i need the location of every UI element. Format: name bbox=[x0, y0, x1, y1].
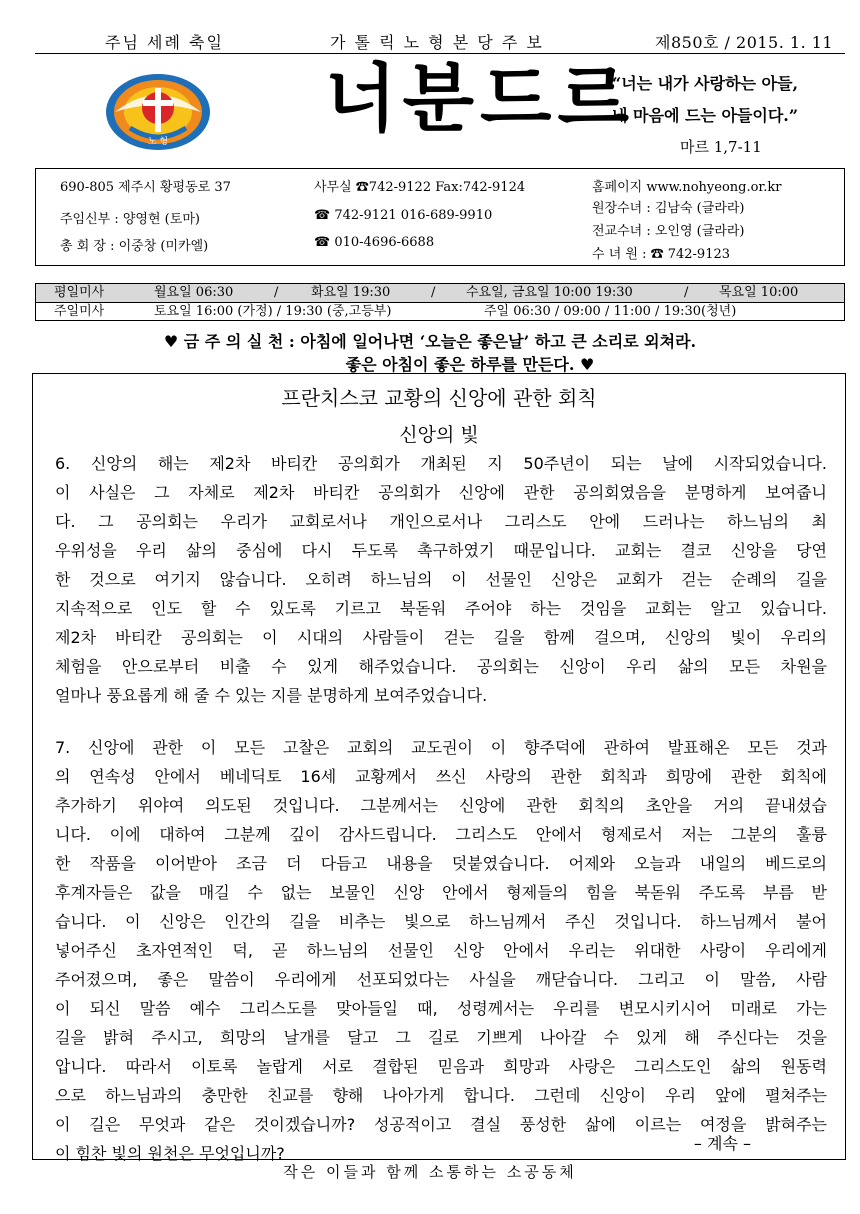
sunday-mass-row bbox=[36, 302, 844, 321]
office-phone: 사무실 ☎742-9122 Fax:742-9124 bbox=[314, 180, 526, 195]
quote-line-1: “너는 내가 사랑하는 아들, bbox=[612, 74, 799, 93]
footer-slogan: 작은 이들과 함께 소통하는 소공동체 bbox=[283, 1163, 577, 1181]
bulletin-name: 가 톨 릭 노 형 본 당 주 보 bbox=[330, 33, 544, 52]
article-line: 니다. 이에 대하여 그분께 깊이 감사드립니다. 그리스도 안에서 형제로서 저는 그분의 훌륭 bbox=[55, 825, 827, 844]
article-line: 으로 하느님과의 충만한 친교를 향해 나아가게 합니다. 그런데 신앙이 우리 앞에 펼쳐주는 bbox=[55, 1086, 827, 1105]
weekday-label: 평일미사 bbox=[54, 285, 105, 300]
article-line: 지속적으로 인도 할 수 있도록 기르고 북돋워 주어야 하는 것임을 교회는 알고 있습니다. bbox=[55, 599, 827, 618]
weekday-tuesday: 화요일 19:30 bbox=[311, 285, 391, 300]
issue-number-date: 제850호 / 2015. 1. 11 bbox=[655, 33, 834, 52]
feast-name: 주님 세례 축일 bbox=[105, 33, 224, 52]
mass-schedule bbox=[35, 283, 845, 321]
article-line: 주어졌으며, 좋은 말씀이 우리에게 선포되었다는 사실을 깨닫습니다. 그리고 이 말씀, 사람 bbox=[55, 970, 827, 989]
paragraph-6 bbox=[55, 449, 827, 710]
gospel-quote bbox=[612, 68, 798, 132]
council-phone: ☎ 010-4696-6688 bbox=[314, 235, 435, 250]
address: 690-805 제주시 황평동로 37 bbox=[60, 180, 231, 195]
article-line: 길을 밝혀 주시고, 희망의 날개를 달고 그 길로 기쁘게 나아갈 수 있게 해 주신다는 것을 bbox=[55, 1028, 827, 1047]
article-line: 넣어주신 초자연적인 덕, 곧 하느님의 선물인 신앙 안에서 우리는 위대한 사랑이 우리에게 bbox=[55, 941, 827, 960]
weekly-practice-line-1: ♥ 금 주 의 실 천 : 아침에 일어나면 ‘오늘은 좋은날’ 하고 큰 소리로 외쳐라. bbox=[163, 332, 697, 351]
parish-info-box bbox=[35, 168, 845, 266]
weekly-practice-line-2: 좋은 아침이 좋은 하루를 만든다. ♥ bbox=[345, 355, 595, 374]
logo-text: 노 형 bbox=[147, 137, 169, 147]
article-line: 한 것으로 여기지 않습니다. 오히려 하느님의 이 선물인 신앙은 교회가 걷는 순례의 길을 bbox=[55, 570, 827, 589]
sunday-times: 주일 06:30 / 09:00 / 11:00 / 19:30(청년) bbox=[484, 304, 737, 319]
council-president: 총 회 장 : 이중창 (미카엘) bbox=[60, 239, 209, 254]
continued-mark: – 계속 – bbox=[693, 1134, 751, 1153]
article-line: 후계자들은 값을 매길 수 없는 보물인 신앙 안에서 형제들의 힘을 북돋워 주도록 부름 받 bbox=[55, 883, 827, 902]
article-line: 이 힘찬 빛의 원천은 무엇입니까? bbox=[55, 1144, 285, 1163]
article-line: 얼마나 풍요롭게 해 줄 수 있는 지를 분명하게 보여주었습니다. bbox=[55, 686, 488, 705]
weekday-monday: 월요일 06:30 bbox=[154, 285, 234, 300]
quote-reference: 마르 1,7-11 bbox=[680, 138, 762, 156]
article-line: 습니다. 이 신앙은 인간의 길을 비추는 빛으로 하느님께서 주신 것입니다. 하느님께서 불어 bbox=[55, 912, 827, 931]
article-line: 7. 신앙에 관한 이 모든 고찰은 교회의 교도권이 이 향주덕에 관하여 발표해온 모든 것과 bbox=[55, 738, 827, 757]
article-line: 제2차 바티칸 공의회는 이 시대의 사람들이 걷는 길을 함께 걸으며, 신앙의 빛이 우리의 bbox=[55, 628, 827, 647]
superior-nun: 원장수녀 : 김남숙 (글라라) bbox=[592, 201, 745, 216]
article-line: 이 사실은 그 자체로 제2차 바티칸 공의회가 신앙에 관한 공의회였음을 분명하게 보여줍니 bbox=[55, 483, 827, 502]
article-box bbox=[32, 373, 846, 1163]
masthead-title: 너분드르 bbox=[325, 56, 635, 142]
mission-nun: 전교수녀 : 오인영 (글라라) bbox=[592, 224, 745, 239]
saturday-times: 토요일 16:00 (가정) / 19:30 (중,고등부) bbox=[154, 304, 392, 319]
pastor: 주임신부 : 양영현 (토마) bbox=[60, 212, 200, 227]
article-title: 프란치스코 교황의 신앙에 관한 회칙 bbox=[281, 386, 597, 410]
article-line: 체험을 안으로부터 비출 수 있게 해주었습니다. 공의회는 신앙이 우리 삶의 모든 차원을 bbox=[55, 657, 827, 676]
article-line: 다. 그 공의회는 우리가 교회로서나 개인으로서나 그리스도 안에 드러나는 하느님의 최 bbox=[55, 512, 827, 531]
article-line: 6. 신앙의 해는 제2차 바티칸 공의회가 개최된 지 50주년이 되는 날에 시작되었습니다. bbox=[55, 454, 827, 473]
article-line: 우위성을 우리 삶의 중심에 다시 두도록 촉구하였기 때문입니다. 교회는 결코 신앙을 당연 bbox=[55, 541, 827, 560]
quote-line-2: 내 마음에 드는 아들이다.” bbox=[612, 106, 799, 125]
article-line: 의 연속성 안에서 베네딕토 16세 교황께서 쓰신 사랑의 관한 회칙과 희망에 관한 회칙에 bbox=[55, 767, 827, 786]
homepage: 홈페이지 www.nohyeong.or.kr bbox=[592, 180, 782, 195]
weekday-thursday: 목요일 10:00 bbox=[719, 285, 799, 300]
sunday-label: 주일미사 bbox=[54, 304, 105, 319]
separator: / bbox=[431, 285, 436, 300]
convent-phone: 수 녀 원 : ☎ 742-9123 bbox=[592, 247, 731, 262]
paragraph-7 bbox=[55, 733, 827, 1168]
separator: / bbox=[274, 285, 279, 300]
article-line: 이 되신 말씀 예수 그리스도를 맞아들일 때, 성령께서는 우리를 변모시키시어 미래로 가는 bbox=[55, 999, 827, 1018]
weekday-wed-fri: 수요일, 금요일 10:00 19:30 bbox=[466, 285, 633, 300]
article-line: 추가하기 위야여 의도된 것입니다. 그분께서는 신앙에 관한 회칙의 초안을 거의 끝내셨습 bbox=[55, 796, 827, 815]
pastor-phone: ☎ 742-9121 016-689-9910 bbox=[314, 208, 493, 223]
parish-logo bbox=[105, 68, 211, 152]
header-divider bbox=[35, 53, 845, 54]
article-line: 압니다. 따라서 이토록 놀랍게 서로 결합된 믿음과 희망과 사랑은 그리스도인 삶의 원동력 bbox=[55, 1057, 827, 1076]
weekday-mass-row bbox=[36, 284, 844, 302]
article-subtitle: 신앙의 빛 bbox=[399, 424, 479, 446]
logo-emblem-icon bbox=[105, 68, 211, 152]
article-line: 이 길은 무엇과 같은 것이겠습니까? 성공적이고 결실 풍성한 삶에 이르는 여정을 밝혀주는 bbox=[55, 1115, 827, 1134]
article-line: 한 작품을 이어받아 조금 더 다듬고 내용을 덧붙였습니다. 어제와 오늘과 내일의 베드로의 bbox=[55, 854, 827, 873]
separator: / bbox=[684, 285, 689, 300]
